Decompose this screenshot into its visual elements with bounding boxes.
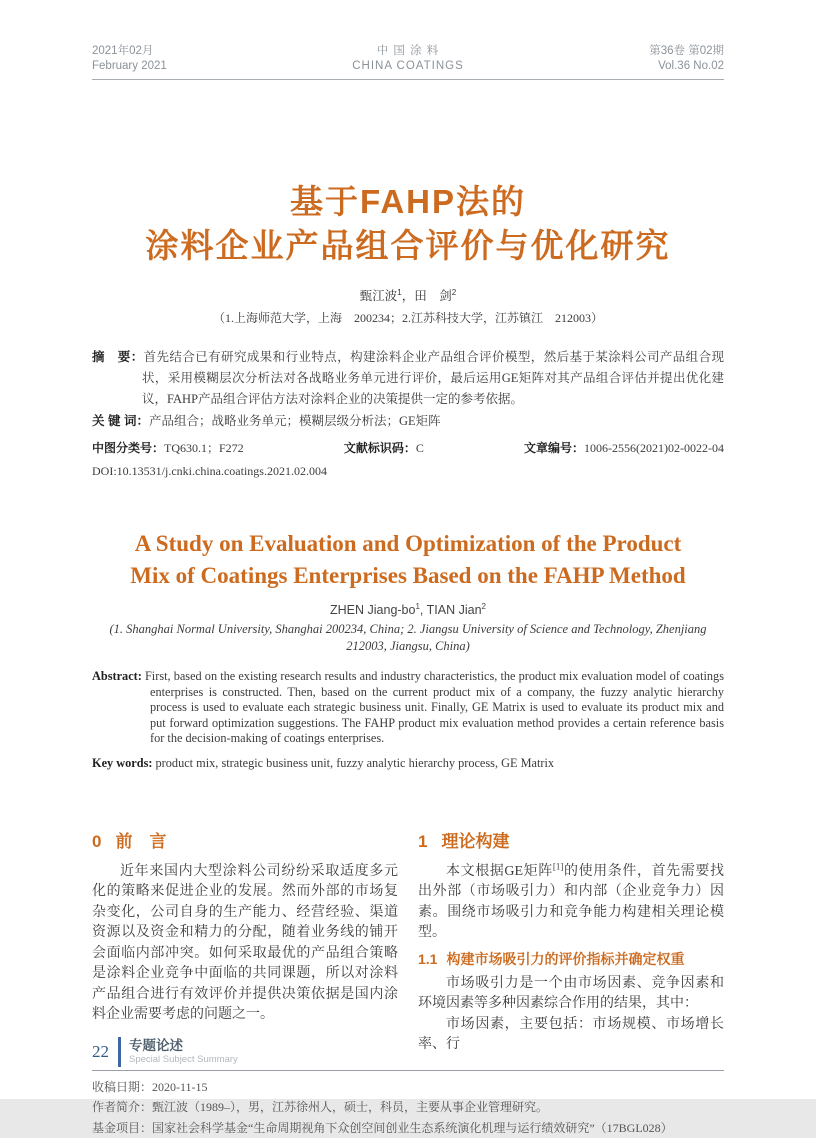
section-1-heading — [418, 831, 724, 853]
abstract-zh — [92, 347, 724, 410]
abstract-en-label: Abstract: — [92, 669, 142, 683]
body-columns — [92, 831, 724, 1056]
document-code-value: C — [415, 441, 424, 455]
page-footer — [92, 1037, 238, 1067]
section-0-paragraph: 近年来国内大型涂料公司纷纷采取适度多元化的策略来促进企业的发展。然而外部的市场复杂变化，公司自身的生产能力、经营经验、渠道资源以及资金和精力的分配，随着业务线的铺开会面临内部冲突。如何采取最优的产品组合策略是涂料企业竞争中面临的共同课题，所以对涂料产品组合进行有效评价并提供决策依据是国内涂料企业需要考虑的问题之一。 — [92, 863, 398, 1023]
article-id — [524, 440, 724, 456]
clc-number — [92, 440, 244, 456]
author-en-2: , TIAN Jian — [419, 603, 482, 617]
keywords-zh-text: 产品组合；战略业务单元；模糊层级分析法；GE矩阵 — [148, 414, 441, 428]
author-zh-1: 甄江波 — [359, 289, 398, 303]
section-1-1-heading — [418, 949, 724, 969]
journal-header — [92, 0, 724, 80]
keywords-en-label: Key words: — [92, 755, 153, 770]
footnotes — [92, 1077, 724, 1138]
author-en-2-superscript: 2 — [481, 601, 486, 611]
header-journal-zh: 中 国 涂 料 — [376, 45, 440, 57]
clc-label: 中图分类号： — [92, 441, 165, 455]
page-number: 22 — [92, 1042, 109, 1061]
footer-divider-bar — [118, 1037, 121, 1067]
authors-zh — [92, 286, 724, 304]
section-1-paragraph-2: 市场吸引力是一个由市场因素、竞争因素和环境因素等多种因素综合作用的结果，其中： — [418, 975, 724, 1012]
footer-column-block — [129, 1038, 238, 1066]
article-title-zh — [92, 180, 724, 268]
document-code-label: 文献标识码： — [343, 441, 416, 455]
keywords-zh — [92, 411, 724, 432]
doi: DOI:10.13531/j.cnki.china.coatings.2021.02.004 — [92, 464, 327, 478]
author-zh-2: ，田 剑 — [401, 289, 452, 303]
header-journal-en: CHINA COATINGS — [352, 60, 464, 72]
author-en-1-superscript: 1 — [415, 601, 420, 611]
footer-column-zh: 专题论述 — [129, 1038, 183, 1053]
author-en-1: ZHEN Jiang-bo — [330, 603, 416, 617]
header-volume-issue — [649, 44, 724, 74]
authors-en — [92, 603, 724, 617]
header-volume-zh: 第36卷 第02期 — [649, 45, 724, 57]
classification-row — [92, 440, 724, 456]
footnote-fund-project: 基金项目：国家社会科学基金“生命周期视角下众创空间创业生态系统演化机理与运行绩效研究”（17BGL028） — [92, 1120, 673, 1135]
clc-value: TQ630.1；F272 — [164, 441, 244, 455]
affiliation-zh: （1.上海师范大学，上海 200234；2.江苏科技大学，江苏镇江 212003） — [212, 311, 603, 325]
footer-column-en: Special Subject Summary — [129, 1054, 238, 1065]
keywords-en-text: product mix, strategic business unit, fuzzy analytic hierarchy process, GE Matrix — [155, 755, 555, 770]
section-0-number: 0 — [92, 831, 102, 851]
author-zh-1-superscript: 1 — [397, 287, 402, 297]
citation-1-superscript: [1] — [552, 861, 564, 872]
article-id-label: 文章编号： — [524, 441, 585, 455]
article-title-en — [92, 528, 724, 592]
header-date-en: February 2021 — [92, 60, 167, 72]
abstract-zh-text: 首先结合已有研究成果和行业特点，构建涂料企业产品组合评价模型，然后基于某涂料公司产品组合现状，采用模糊层次分析法对各战略业务单元进行评价，最后运用GE矩阵对其产品组合评估并提出优化建议，FAHP产品组合评估方法对涂料企业的决策提供一定的参考依据。 — [142, 350, 724, 406]
article-title-zh-line2: 涂料企业产品组合评价与优化研究 — [145, 227, 671, 264]
abstract-en — [92, 669, 724, 747]
section-0-title: 前 言 — [115, 831, 167, 851]
author-zh-2-superscript: 2 — [451, 287, 457, 297]
footnote-author-bio: 作者简介：甄江波（1989–），男，江苏徐州人，硕士，科员，主要从事企业管理研究。 — [92, 1100, 549, 1115]
section-0-heading — [92, 831, 398, 853]
article-title-en-line2: Mix of Coatings Enterprises Based on the FAHP Method — [130, 563, 686, 588]
document-code — [344, 440, 424, 456]
section-1-paragraph-1-rest: 的使用条件，首先需要找出外部（市场吸引力）和内部（企业竞争力）因素。围绕市场吸引力和竞争能力构建相关理论模型。 — [418, 863, 724, 941]
abstract-zh-label: 摘 要： — [92, 350, 144, 364]
section-1-1-number: 1.1 — [418, 950, 438, 967]
section-1-1-title: 构建市场吸引力的评价指标并确定权重 — [446, 950, 685, 967]
keywords-zh-label: 关 键 词： — [92, 414, 149, 428]
left-column — [92, 831, 398, 1056]
header-volume-en: Vol.36 No.02 — [658, 60, 724, 72]
section-1-paragraph-1 — [418, 862, 724, 944]
footnote-divider — [92, 1070, 724, 1071]
header-date-zh: 2021年02月 — [92, 45, 154, 57]
header-issue-date — [92, 44, 167, 74]
section-1-paragraph-3: 市场因素，主要包括：市场规模、市场增长率、行 — [418, 1016, 724, 1053]
header-journal-name — [352, 44, 464, 74]
right-column — [418, 831, 724, 1056]
article-title-en-line1: A Study on Evaluation and Optimization of the Product — [134, 531, 682, 556]
article-title-zh-line1: 基于FAHP法的 — [289, 183, 526, 220]
affiliation-en: (1. Shanghai Normal University, Shanghai 200234, China; 2. Jiangsu University of Science and Technology, Zhenjiang 212003, Jiangsu, China) — [109, 622, 707, 653]
footnote-received-date: 收稿日期：2020-11-15 — [92, 1079, 208, 1094]
section-1-title: 理论构建 — [441, 831, 510, 851]
article-id-value: 1006-2556(2021)02-0022-04 — [584, 441, 724, 455]
section-1-paragraph-1-text: 本文根据GE矩阵 — [446, 863, 553, 879]
keywords-en — [92, 755, 724, 771]
section-1-number: 1 — [418, 831, 428, 851]
abstract-en-text: First, based on the existing research results and industry characteristics, the product mix evaluation model of coatings enterprises is constructed. Then, based on the current product mix of a company, the fuzzy analytic hierarchy process is used to evaluate each strategic business unit. Finally, GE Matrix is used to evaluate its product mix and put forward optimization suggestions. The FAHP product mix evaluation method provides a certain reference basis for the decision-making of coatings enterprises. — [144, 669, 724, 746]
